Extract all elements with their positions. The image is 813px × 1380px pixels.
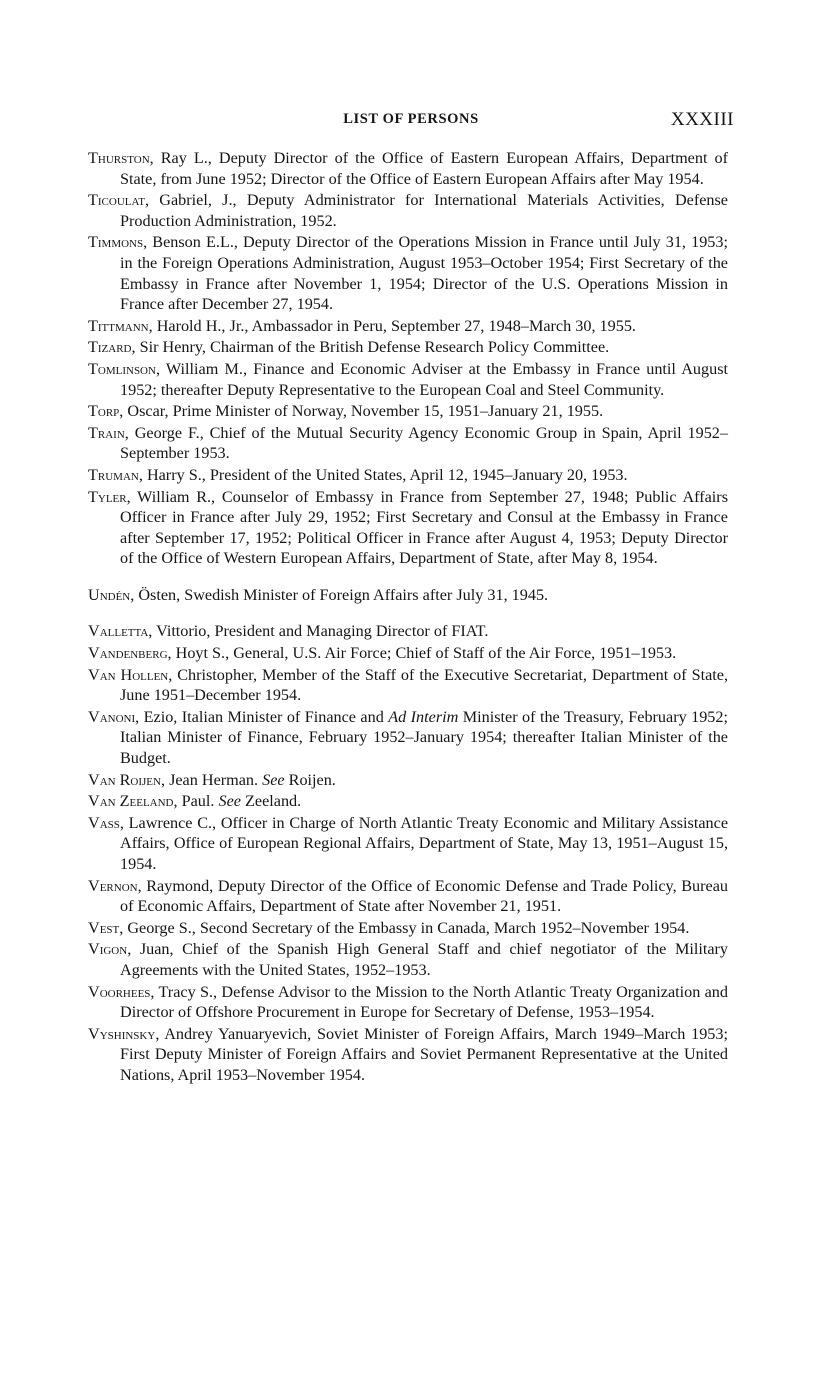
persons-list [88, 148, 728, 1087]
entry-text: , Sir Henry, Chairman of the British Defense Research Policy Committee. [131, 338, 610, 357]
surname: Vandenberg [88, 644, 168, 663]
surname: Van Roijen [88, 770, 161, 789]
entry-text: , Raymond, Deputy Director of the Office of Economic Defense and Trade Policy, Bureau of Economic Affairs, Department of State after November 21, 1951. [120, 876, 728, 916]
entry-text: , Harold H., Jr., Ambassador in Peru, September 27, 1948–March 30, 1955. [148, 316, 636, 335]
surname: Vernon [88, 876, 138, 895]
list-item-vanoni [88, 707, 728, 769]
entry-text: , Ezio, Italian Minister of Finance and [135, 707, 389, 726]
list-item-vyshinsky [88, 1024, 728, 1086]
entry-text: , Benson E.L., Deputy Director of the Operations Mission in France until July 31, 1953; in the Foreign Operations Administration, August 1953–October 1954; First Secretary of the Embassy in France after November 1, 1954; Director of the U.S. Operations Mission in France after December 27, 1954. [120, 233, 728, 314]
surname: Ticoulat [88, 191, 145, 210]
list-item-truman [88, 465, 728, 486]
entry-text: , Christopher, Member of the Staff of the Executive Secretariat, Department of State, June 1951–December 1954. [120, 665, 728, 705]
surname: Tittmann [88, 316, 149, 335]
entry-text: Roijen. [284, 770, 336, 789]
entry-italic: See [218, 792, 241, 811]
entry-text: , George S., Second Secretary of the Embassy in Canada, March 1952–November 1954. [119, 918, 690, 937]
surname: Tizard [88, 338, 132, 357]
surname: Tomlinson [88, 359, 156, 378]
surname: Vest [88, 918, 120, 937]
page-number: XXXIII [670, 109, 734, 130]
list-item-thurston [88, 148, 728, 189]
list-item-tomlinson [88, 359, 728, 400]
entry-text: , Tracy S., Defense Advisor to the Mission to the North Atlantic Treaty Organization and Director of Offshore Procurement in Europe for Secretary of Defense, 1953–1954. [120, 982, 728, 1022]
entry-text: , William R., Counselor of Embassy in France from September 27, 1948; Public Affairs Officer in France after July 29, 1952; First Secretary and Consul at the Embassy in France after September 17, 1952; Political Officer in France after August 4, 1953; Deputy Director of the Office of Western European Affairs, Department of State, after May 8, 1954. [120, 487, 728, 568]
entry-text: Minister of the Treasury, February 1952; Italian Minister of Finance, February 1952–January 1954; thereafter Italian Minister of the Budget. [120, 707, 728, 768]
surname: Truman [88, 465, 139, 484]
list-item-tyler [88, 487, 728, 569]
entry-text: , Jean Herman. [160, 770, 263, 789]
list-item-valletta [88, 621, 728, 642]
surname: Van Hollen [88, 665, 169, 684]
surname: Vigon [88, 940, 128, 959]
entry-text: , Lawrence C., Officer in Charge of North Atlantic Treaty Economic and Military Assistance Affairs, Office of European Regional Affairs, Department of State, May 13, 1951–August 15, 1954. [119, 813, 728, 873]
entry-text: , Paul. [173, 792, 219, 811]
surname: Valletta [88, 622, 149, 641]
entry-text: , Gabriel, J., Deputy Administrator for International Materials Activities, Defense Production Administration, 1952. [120, 191, 728, 230]
entry-text: , George F., Chief of the Mutual Security Agency Economic Group in Spain, April 1952–September 1953. [120, 423, 728, 463]
surname: Vyshinsky [88, 1024, 156, 1043]
surname: Van Zeeland [88, 792, 174, 811]
list-item-van-hollen [88, 665, 728, 706]
surname: Voorhees [88, 982, 151, 1001]
entry-text: , Juan, Chief of the Spanish High General Staff and chief negotiator of the Military Agreements with the United States, 1952–1953. [120, 940, 728, 979]
list-item-vass [88, 813, 728, 875]
entry-text: , Harry S., President of the United States, April 12, 1945–January 20, 1953. [138, 465, 628, 484]
entry-italic: Ad Interim [388, 707, 459, 726]
entry-text: , Andrey Yanuaryevich, Soviet Minister of Foreign Affairs, March 1949–March 1953; First Deputy Minister of Foreign Affairs and Soviet Permanent Representative at the United Nations, April 1953–November 1954. [120, 1024, 728, 1084]
entry-text: , Oscar, Prime Minister of Norway, November 15, 1951–January 21, 1955. [119, 402, 604, 421]
surname: Vanoni [88, 707, 136, 726]
list-item-vernon [88, 876, 728, 917]
surname: Vass [88, 813, 120, 832]
list-item-unden [88, 585, 728, 606]
list-item-van-zeeland [88, 791, 728, 812]
entry-text: , William M., Finance and Economic Adviser at the Embassy in France until August 1952; thereafter Deputy Representative to the European Coal and Steel Community. [120, 359, 728, 399]
entry-text: , Östen, Swedish Minister of Foreign Affairs after July 31, 1945. [130, 585, 549, 604]
entry-text: , Hoyt S., General, U.S. Air Force; Chief of Staff of the Air Force, 1951–1953. [167, 644, 677, 663]
list-item-tittmann [88, 316, 728, 337]
page-title: LIST OF PERSONS [343, 111, 479, 127]
list-item-ticoulat [88, 190, 728, 231]
list-item-van-roijen [88, 770, 728, 791]
surname: Torp [88, 402, 120, 421]
list-item-vandenberg [88, 643, 728, 664]
list-item-tizard [88, 337, 728, 358]
list-item-voorhees [88, 982, 728, 1023]
list-item-timmons [88, 232, 728, 314]
list-item-vigon [88, 939, 728, 980]
page-header [88, 109, 734, 135]
list-item-torp [88, 401, 728, 422]
list-item-vest [88, 918, 728, 939]
list-item-train [88, 423, 728, 464]
entry-text: , Vittorio, President and Managing Director of FIAT. [148, 622, 489, 641]
entry-italic: See [262, 770, 285, 789]
entry-text: , Ray L., Deputy Director of the Office of Eastern European Affairs, Department of State, from June 1952; Director of the Office of Eastern European Affairs after May 1954. [120, 149, 728, 188]
surname: Timmons [88, 233, 144, 252]
surname: Undén [88, 585, 131, 604]
entry-text: Zeeland. [240, 792, 302, 811]
surname: Train [88, 423, 125, 442]
surname: Thurston [88, 149, 150, 167]
surname: Tyler [88, 487, 127, 506]
